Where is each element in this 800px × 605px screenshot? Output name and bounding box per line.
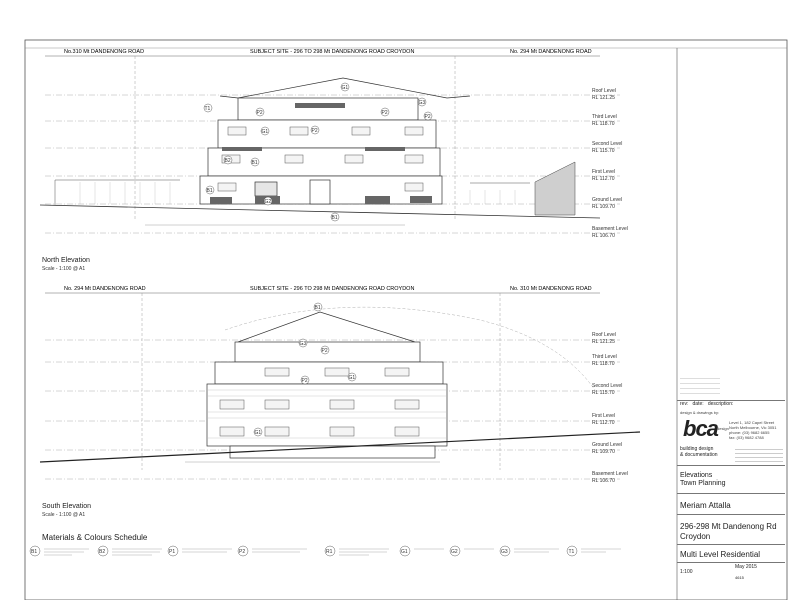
level-rl: RL 118.70 [592, 121, 615, 127]
south-elevation [40, 286, 640, 479]
level-rl: RL 121.25 [592, 339, 615, 345]
proposal: Multi Level Residential [680, 550, 761, 559]
level-name: Basement Level [592, 471, 628, 477]
south-subject-site: SUBJECT SITE - 296 TO 298 Mt DANDENONG ROAD CROYDON [250, 286, 415, 292]
level-name: First Level [592, 169, 616, 175]
scale: 1:100 [680, 569, 693, 575]
north-right-neighbour: No. 294 Mt DANDENONG ROAD [510, 49, 592, 55]
north-elevation-scale: Scale - 1:100 @ A1 [42, 266, 86, 272]
tag-p2: P2 [424, 114, 431, 120]
tag-b1: B1 [331, 215, 338, 221]
tag-p2: P2 [256, 110, 263, 116]
level-rl: RL 106.70 [592, 233, 615, 239]
level-name: Second Level [592, 383, 623, 389]
north-level-labels [592, 88, 628, 239]
level-rl: RL 118.70 [592, 361, 615, 367]
company-logo: bca [683, 416, 718, 441]
tag-g1: G1 [254, 430, 262, 436]
tag-g1: G1 [348, 375, 356, 381]
title-block [677, 368, 785, 600]
tag-g2: G2 [264, 199, 272, 205]
design-label: design & drawings by: [680, 410, 720, 415]
tag-p2: P2 [321, 348, 328, 354]
logo-sub: design [717, 426, 729, 431]
level-rl: RL 112.70 [592, 420, 615, 426]
level-name: Roof Level [592, 332, 616, 338]
level-name: Third Level [592, 114, 617, 120]
south-level-labels [592, 332, 628, 484]
rev-label: rev: [680, 401, 689, 407]
revision-header [680, 401, 733, 407]
level-name: Third Level [592, 354, 617, 360]
description-label: description: [707, 401, 734, 407]
tag-p2: P2 [311, 128, 318, 134]
level-rl: RL 115.70 [592, 148, 615, 154]
company-line2: & documentation [680, 452, 718, 458]
level-name: Ground Level [592, 197, 623, 203]
drawing-title-line2: Town Planning [680, 480, 726, 487]
level-rl: RL 109.70 [592, 449, 615, 455]
south-elevation-title: South Elevation [42, 503, 92, 510]
material-code: P1 [169, 549, 176, 555]
material-code: B1 [31, 549, 38, 555]
material-code: T1 [568, 549, 575, 555]
material-code: G3 [501, 549, 508, 555]
date-label: date: [692, 401, 704, 407]
level-rl: RL 106.70 [592, 478, 615, 484]
tag-g1: G1 [341, 85, 349, 91]
address-line1: Level 1, 182 Capel Street [729, 420, 775, 425]
north-elevation [40, 49, 623, 233]
south-elevation-scale: Scale - 1:100 @ A1 [42, 512, 86, 518]
tag-p2: P2 [381, 110, 388, 116]
materials-heading: Materials & Colours Schedule [42, 533, 148, 542]
revision-entries [680, 374, 720, 394]
tag-g1: G1 [261, 129, 269, 135]
south-right-neighbour: No. 310 Mt DANDENONG ROAD [510, 286, 592, 292]
material-code: G1 [401, 549, 408, 555]
level-name: Roof Level [592, 88, 616, 94]
tag-b2: B2 [224, 158, 231, 164]
level-name: Ground Level [592, 442, 623, 448]
job-number: 4615 [735, 575, 744, 580]
project-line1: 296-298 Mt Dandenong Rd [680, 522, 777, 531]
company-details [735, 446, 783, 464]
level-name: Second Level [592, 141, 623, 147]
material-code: R1 [326, 549, 333, 555]
drawing-title-line1: Elevations [680, 472, 713, 479]
tag-p2: P2 [301, 378, 308, 384]
level-rl: RL 109.70 [592, 204, 615, 210]
north-elevation-title: North Elevation [42, 257, 90, 264]
level-rl: RL 121.25 [592, 95, 615, 101]
south-left-neighbour: No. 294 Mt DANDENONG ROAD [64, 286, 146, 292]
tag-g3: G3 [418, 100, 426, 106]
material-code: P2 [239, 549, 246, 555]
project-line2: Croydon [680, 532, 711, 541]
tag-g3: G3 [299, 341, 307, 347]
material-code: G2 [451, 549, 458, 555]
north-subject-site: SUBJECT SITE - 296 TO 298 Mt DANDENONG ROAD CROYDON [250, 49, 415, 55]
level-name: First Level [592, 413, 616, 419]
date: May 2015 [735, 564, 757, 570]
client-name: Meriam Attalla [680, 501, 731, 510]
company-line1: building design [680, 446, 714, 452]
material-code: B2 [99, 549, 106, 555]
tag-b1: B1 [314, 305, 321, 311]
address-line2: North Melbourne, Vic 3051 [729, 425, 777, 430]
tag-t1: T1 [204, 106, 211, 112]
tag-b1: B1 [251, 160, 258, 166]
level-name: Basement Level [592, 226, 628, 232]
materials-schedule [30, 546, 577, 556]
north-left-neighbour: No.310 Mt DANDENONG ROAD [64, 49, 145, 55]
phone: phone: (03) 9682 6655 [729, 430, 770, 435]
level-rl: RL 112.70 [592, 176, 615, 182]
level-rl: RL 115.70 [592, 390, 615, 396]
tag-b1: B1 [206, 188, 213, 194]
fax: fax: (03) 9682 4788 [729, 435, 764, 440]
revision-table [677, 370, 785, 401]
